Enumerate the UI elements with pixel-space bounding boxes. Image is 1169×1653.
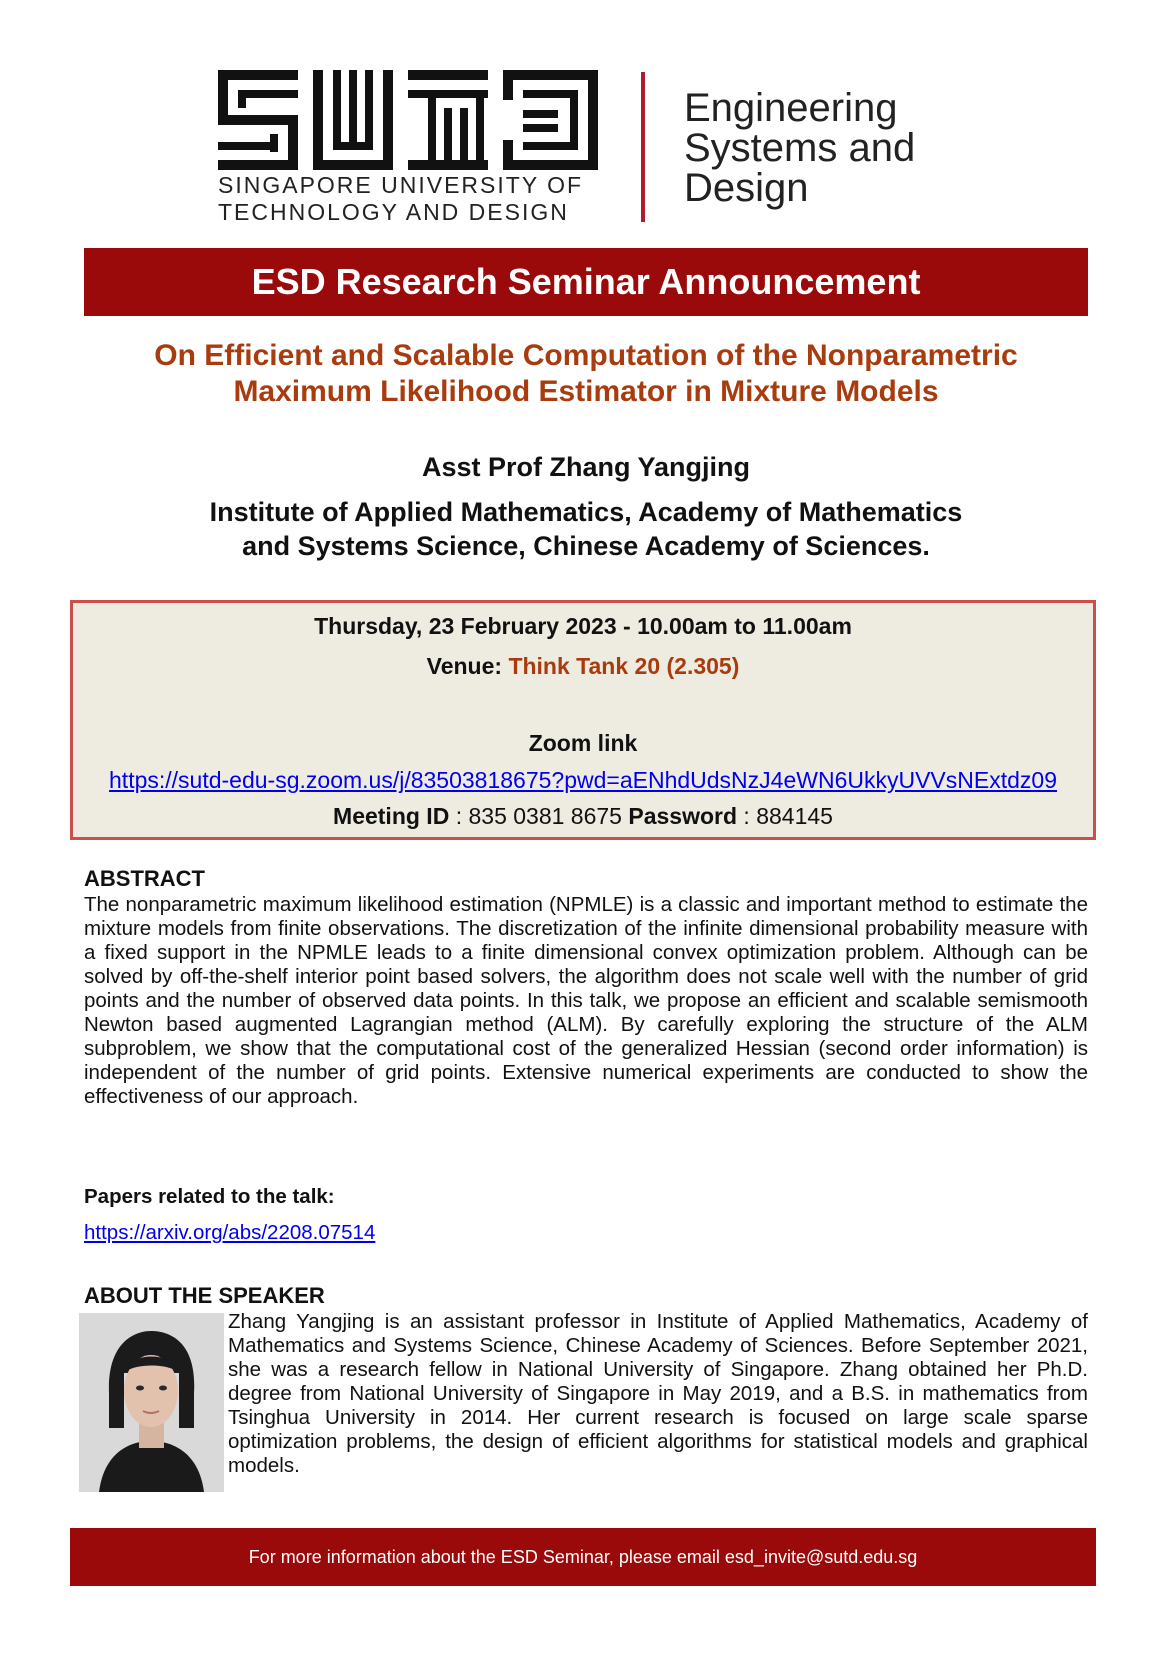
paper-link[interactable]: https://arxiv.org/abs/2208.07514 [84, 1221, 376, 1244]
university-name-line1: SINGAPORE UNIVERSITY OF [218, 172, 584, 198]
pillar-line3: Design [684, 166, 809, 210]
abstract-heading: ABSTRACT [84, 866, 205, 891]
logo-divider [641, 72, 645, 222]
seminar-datetime: Thursday, 23 February 2023 - 10.00am to 11.00am [314, 613, 852, 639]
speaker-photo [79, 1313, 224, 1492]
affiliation-line1: Institute of Applied Mathematics, Academy of Mathematics [209, 497, 963, 527]
password-label: Password [628, 803, 738, 829]
sutd-logo [218, 70, 598, 170]
papers-heading: Papers related to the talk: [84, 1185, 335, 1208]
talk-title-line2: Maximum Likelihood Estimator in Mixture Models [233, 375, 939, 408]
password-value: : 884145 [737, 803, 833, 829]
speaker-affiliation [84, 495, 1088, 563]
zoom-heading: Zoom link [528, 730, 638, 756]
announcement-banner: ESD Research Seminar Announcement [84, 248, 1088, 316]
affiliation-line2: and Systems Science, Chinese Academy of Sciences. [242, 531, 930, 561]
venue-label: Venue: [426, 653, 503, 679]
university-name [218, 172, 608, 226]
zoom-link[interactable]: https://sutd-edu-sg.zoom.us/j/83503818675?pwd=aENhdUdsNzJ4eWN6UkkyUVVsNExtdz09 [109, 767, 1057, 793]
speaker-name: Asst Prof Zhang Yangjing [421, 452, 751, 482]
pillar-line2: Systems and [684, 126, 916, 170]
abstract-text: The nonparametric maximum likelihood estimation (NPMLE) is a classic and important method to estimate the mixture models from finite observations. The discretization of the infinite dimensional probability measure with a fixed support in the NPMLE leads to a finite dimensional convex optimization problem. Although can be solved by off-the-shelf interior point based solvers, the algorithm does not scale well with the number of grid points and the number of observed data points. In this talk, we propose an efficient and scalable semismooth Newton based augmented Lagrangian method (ALM). By carefully exploring the structure of the ALM subproblem, we show that the computational cost of the generalized Hessian (second order information) is independent of the number of grid points. Extensive numerical experiments are conducted to show the effectiveness of our approach. [84, 893, 1088, 1108]
footer-contact-bar: For more information about the ESD Seminar, please email esd_invite@sutd.edu.sg [70, 1528, 1096, 1586]
speaker-bio: Zhang Yangjing is an assistant professor in Institute of Applied Mathematics, Academy of Mathematics and Systems Science, Chinese Academy of Sciences. Before September 2021, she was a research fellow in National University of Singapore. Zhang obtained her Ph.D. degree from National University of Singapore in May 2019, and a B.S. in mathematics from Tsinghua University in 2014. Her current research is focused on large scale sparse optimization problems, the design of efficient algorithms for statistical models and graphical models. [228, 1310, 1088, 1477]
talk-title-line1: On Efficient and Scalable Computation of the Nonparametric [154, 339, 1018, 372]
university-name-line2: TECHNOLOGY AND DESIGN [218, 199, 569, 225]
about-speaker-heading: ABOUT THE SPEAKER [84, 1283, 325, 1308]
meeting-id-label: Meeting ID [333, 803, 450, 829]
venue-value: Think Tank 20 (2.305) [508, 653, 740, 679]
venue-line [73, 653, 1093, 680]
seminar-details-box [70, 600, 1096, 840]
pillar-name [684, 88, 1004, 208]
meeting-credentials [73, 803, 1093, 830]
pillar-line1: Engineering [684, 86, 898, 130]
talk-title [84, 338, 1088, 410]
meeting-id-value: : 835 0381 8675 [449, 803, 629, 829]
